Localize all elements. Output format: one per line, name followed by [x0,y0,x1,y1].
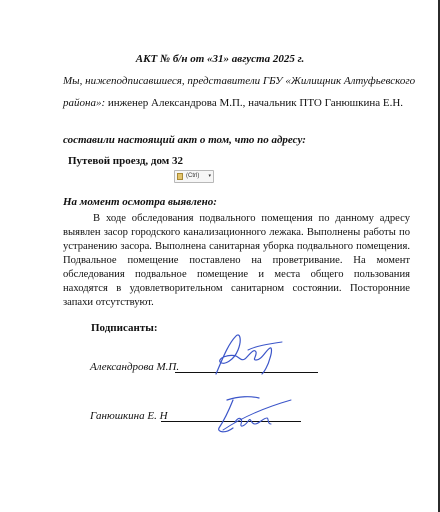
paste-options-label: (Ctrl) [186,173,200,179]
act-title: АКТ № б/н от «31» августа 2025 г. [135,53,305,65]
signer-2-name: Ганюшкина Е. Н [90,410,168,422]
signatories-heading: Подписанты: [91,322,158,334]
signer-1-name: Александрова М.П. [90,361,180,373]
address: Путевой проезд, дом 32 [68,155,184,167]
signature-2 [205,392,300,437]
inspection-paragraph [63,212,410,310]
intro-line-1: Мы, нижеподписавшиеся, представители ГБУ «Жилищник Алтуфьевского [63,75,416,87]
chevron-down-icon: ▾ [208,173,211,179]
intro-line-2 [63,97,403,109]
clipboard-icon [177,173,183,180]
signature-1 [210,330,290,380]
composed-statement: составили настоящий акт о том, что по адресу: [63,134,306,146]
intro-line-2-rest: инженер Александрова М.П., начальник ПТО Ганюшкина Е.Н. [105,97,404,109]
intro-line-2-italic: района»: [63,97,106,109]
inspection-text: В ходе обследования подвального помещения по данному адресу выявлен засор городского канализационного лежака. Выполнены работы по устранению засора. Выполнена санитарная уборка подвального помещения. Подвальное помещение поставлено на проветривание. На момент обследования подвальное помещение и места общего пользования находятся в удовлетворительном санитарном состоянии. Посторонние запахи отсутствуют. [63,213,410,308]
inspection-heading: На момент осмотра выявлено: [63,196,217,208]
paste-options-button[interactable] [174,170,214,183]
